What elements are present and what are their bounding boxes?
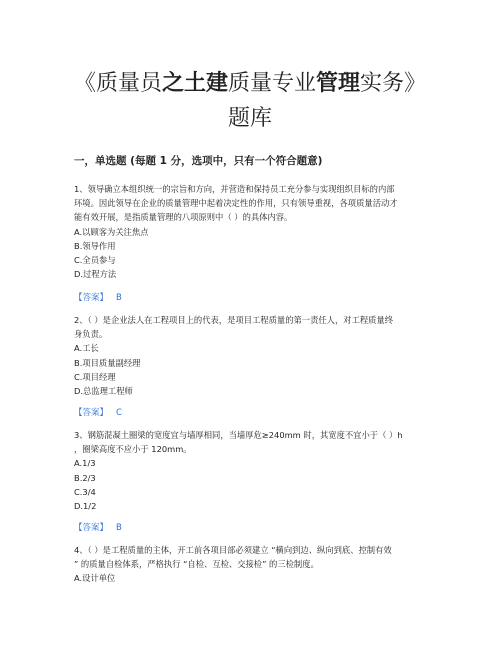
question-text-line: 环境。因此领导在企业的质量管理中起着决定性的作用，只有领导重视，各项质量活动才 (74, 198, 398, 209)
title-part-bold: 之土建 (161, 71, 228, 96)
option-a: A.1/3 (74, 458, 96, 469)
document-title-line2: 题库 (227, 106, 272, 131)
answer-label: 【答案】 (74, 523, 109, 533)
question-text-line: 2、（ ）是企业法人在工程项目上的代表，是项目工程质量的第一责任人，对工程质量终 (74, 315, 394, 325)
option-d: D.总监理工程师 (74, 386, 133, 397)
question-text-line: 身负责。 (74, 329, 108, 340)
question-text-line: 3、钢筋混凝土圈梁的宽度宜与墙厚相同，当墙厚危≥240mm 时，其宽度不宜小于（ ）h (74, 430, 403, 440)
option-c: C.全员参与 (74, 255, 116, 266)
question-text-line: ，圈梁高度不应小于 120mm。 (74, 444, 192, 455)
question-4 (74, 543, 430, 586)
answer-label: 【答案】 (74, 293, 109, 303)
option-a: A.以顾客为关注焦点 (74, 226, 149, 237)
document-title-line1 (0, 66, 500, 97)
option-b: B.项目质量副经理 (74, 357, 141, 368)
answer-2 (74, 406, 122, 418)
answer-value: B (116, 293, 122, 303)
title-part-bold: 管理 (316, 71, 361, 96)
answer-1 (74, 291, 122, 303)
answer-label: 【答案】 (74, 408, 109, 418)
question-text-line: 能有效开展，是指质量管理的八项原则中（ ）的具体内容。 (74, 212, 293, 223)
title-part: 质量专业 (227, 71, 316, 96)
option-d: D.过程方法 (74, 269, 117, 280)
question-2 (74, 313, 430, 398)
title-part: 实务》 (360, 71, 427, 96)
option-a: A.设计单位 (74, 573, 116, 584)
option-b: B.2/3 (74, 472, 96, 483)
option-c: C.3/4 (74, 486, 96, 497)
question-3 (74, 428, 430, 513)
question-text-line: 1、领导确立本组织统一的宗旨和方向，并营造和保持员工充分参与实现组织目标的内部 (74, 184, 395, 194)
option-b: B.领导作用 (74, 240, 116, 251)
answer-value: B (116, 523, 122, 533)
option-c: C.项目经理 (74, 371, 116, 382)
title-part: 《质量员 (73, 71, 162, 96)
section-heading: 一，单选题 (每题 1 分，选项中，只有一个符合题意) (74, 155, 323, 167)
question-1 (74, 182, 430, 281)
option-a: A.工长 (74, 343, 99, 354)
question-text-line: ” 的质量自检体系，严格执行 “自检、互检、交接检” 的三检制度。 (74, 559, 319, 570)
option-d: D.1/2 (74, 501, 97, 512)
question-text-line: 4、（ ）是工程质量的主体，开工前各项目部必须建立 “横向到边、纵向到底、控制有效 (74, 545, 392, 555)
answer-3 (74, 521, 122, 533)
answer-value: C (116, 408, 122, 418)
